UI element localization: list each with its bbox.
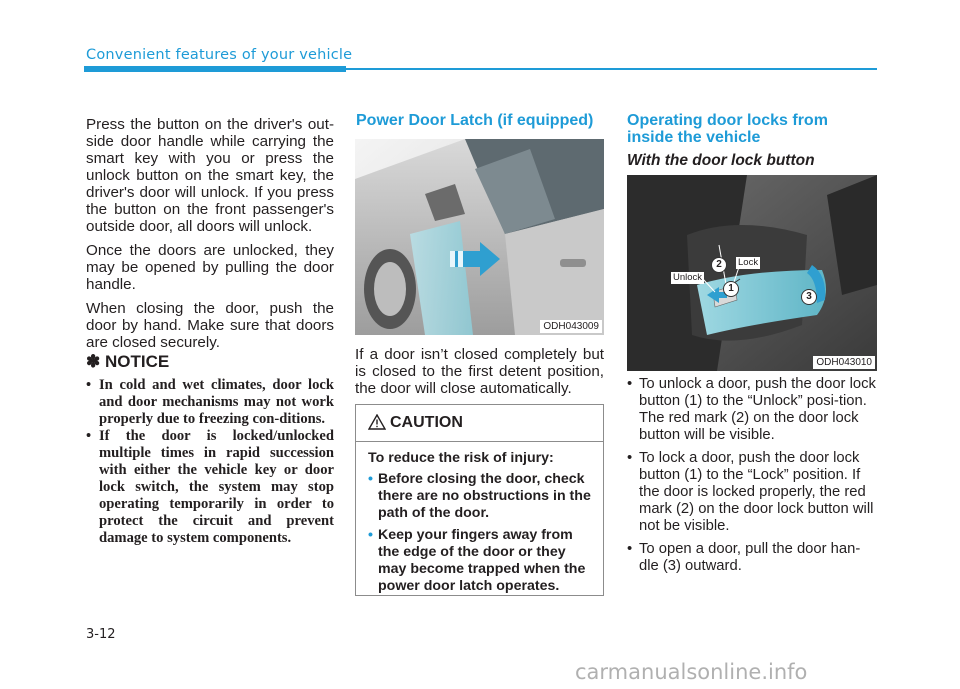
header-accent-bar <box>84 66 346 72</box>
header-rule <box>346 68 877 70</box>
caution-body <box>356 442 603 595</box>
door-lock-button-subtitle: With the door lock button <box>627 152 815 169</box>
instruction-item: • To open a door, pull the door han-dle (3) outward. <box>627 541 861 574</box>
label-unlock: Unlock <box>673 272 703 283</box>
notice-title: NOTICE <box>104 352 170 371</box>
instruction-item: • To unlock a door, push the door lock button (1) to the “Unlock” posi-tion. The red mark (2) on the door lock button will be visible. <box>627 376 876 443</box>
figure-code: ODH043010 <box>813 356 875 369</box>
warning-triangle-icon <box>368 414 386 430</box>
left-column <box>86 116 334 358</box>
caution-box <box>355 404 604 596</box>
caution-title: CAUTION <box>390 414 463 431</box>
paragraph-smart-key: Press the button on the driver's out-side door handle while carrying the smart key with you or press the unlock button on the smart key, the driver's door will unlock. If you press the button on the front passenger's outside door, all doors will unlock. <box>86 116 334 235</box>
paragraph-auto-close: If a door isn’t closed completely but is closed to the first detent position, the door will close automatically. <box>355 346 604 397</box>
caution-list <box>368 471 595 595</box>
door-lock-button-figure <box>627 175 877 371</box>
callout-1: 1 <box>723 281 739 297</box>
notice-star-icon: ✽ <box>86 352 101 371</box>
notice-item: • In cold and wet climates, door lock and door mechanisms may not work properly due to freezing con-ditions. <box>86 377 334 427</box>
door-handle-illustration <box>627 175 877 371</box>
notice-list <box>86 377 334 547</box>
callout-2: 2 <box>711 257 727 273</box>
watermark: carmanualsonline.info <box>575 660 808 684</box>
door-lock-instructions <box>627 376 879 581</box>
car-door-illustration <box>355 139 604 335</box>
caution-intro: To reduce the risk of injury: <box>368 450 554 466</box>
label-lock: Lock <box>738 257 759 268</box>
figure-code: ODH043009 <box>540 320 602 333</box>
section-header-title: Convenient features of your vehicle <box>86 47 353 63</box>
page-number: 3-12 <box>86 627 116 642</box>
paragraph-doors-unlocked: Once the doors are unlocked, they may be opened by pulling the door handle. <box>86 242 334 293</box>
notice-item: • If the door is locked/unlocked multiple times in rapid succession with either the vehicle key or door lock switch, the system may stop operating temporarily in order to protect the circuit and prevent damage to system components. <box>86 428 334 546</box>
power-door-latch-figure <box>355 139 604 335</box>
caution-header <box>356 405 603 442</box>
caution-item: • Before closing the door, check there are no obstructions in the path of the door. <box>368 471 591 521</box>
door-locks-inside-title: Operating door locks from inside the vehicle <box>627 112 828 146</box>
power-door-latch-title: Power Door Latch (if equipped) <box>356 112 594 129</box>
instruction-item: • To lock a door, push the door lock button (1) to the “Lock” position. If the door is locked properly, the red mark (2) on the door lock button will not be visible. <box>627 450 874 534</box>
notice-heading <box>86 352 169 372</box>
callout-3: 3 <box>801 289 817 305</box>
paragraph-closing-door: When closing the door, push the door by hand. Make sure that doors are closed securely. <box>86 300 334 351</box>
caution-item: • Keep your fingers away from the edge of the door or they may become trapped when the power door latch operates. <box>368 527 586 594</box>
